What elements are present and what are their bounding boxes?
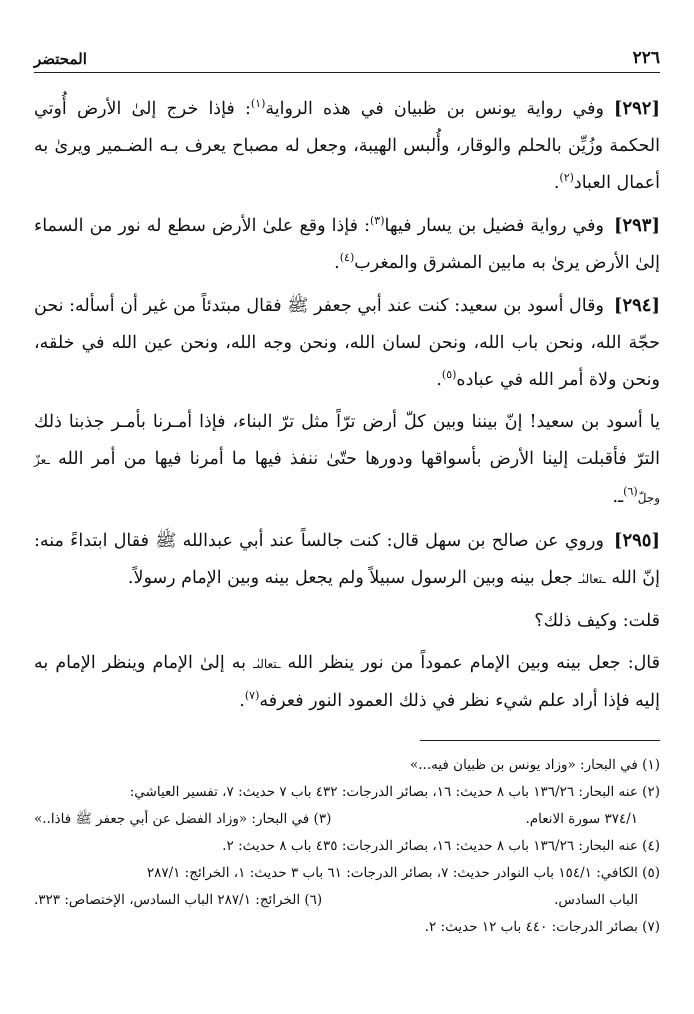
paragraph — [34, 645, 660, 720]
book-title: المحتضر — [34, 50, 87, 68]
footnote-3: (٣) في البحار: «وزاد الفضل عن أبي جعفر ﷺ فاذا..» — [34, 811, 332, 827]
footnote-divider — [420, 740, 660, 741]
paragraph-number: [٢٩٤] — [613, 295, 660, 316]
page-number: ٢٢٦ — [632, 48, 660, 68]
footnote-2: (٢) عنه البحار: ١٣٦/٢٦ باب ٨ حديث: ١٦، بصائر الدرجات: ٤٣٢ باب ٧ حديث: ٧، تفسير العياشي: — [129, 784, 660, 800]
main-text — [34, 90, 660, 725]
text-segment: به إلىٰ الإمام وينظر الإمام به إليه فإذا أراد علم شيء نظر في ذلك العمود النور فعرفه — [34, 653, 660, 711]
footnote-ref: (١) — [250, 97, 266, 111]
footnote-5: (٥) الكافي: ١٥٤/١ باب النوادر حديث: ٧، بصائر الدرجات: ٦١ باب ٣ حديث: ١، الخرائج: ٢٨٧/١ — [146, 865, 660, 881]
footnote-row-2-3 — [34, 806, 660, 833]
text-segment: وفي رواية يونس بن ظبيان في هذه الرواية — [265, 99, 604, 119]
footnote-row-5-6 — [34, 887, 660, 914]
text-segment: : فإذا خرج إلىٰ الأرض أُوتي الحكمة وزُيِّن بالحلم والوقار، وأُلبس الهيبة، وجعل له مصباح يعرف بـه الضـمير ويرىٰ به أعمال العباد — [34, 99, 660, 193]
paragraph-number: [٢٩٥] — [613, 530, 660, 551]
paragraph — [34, 522, 660, 598]
paragraph-number: [٢٩٣] — [613, 215, 661, 236]
footnote-ref: (٣) — [370, 214, 385, 228]
text-segment: . — [553, 173, 560, 193]
paragraph — [34, 287, 660, 399]
text-segment: وقال أسود بن سعيد: كنت عند أبي جعفر ﷺ فقال مبتدئاً من غير أن أسأله: نحن حجّة الله، ونحن باب الله، ونحن لسان الله، ونحن وجه الله، ونحن عين الله في خلقه، ونحن ولاة أمر الله في عباده — [34, 296, 660, 390]
footnote-ref: (٥) — [441, 368, 457, 382]
footnotes — [34, 752, 660, 941]
paragraph-number: [٢٩٢] — [613, 98, 660, 119]
honorific-text: ـعزّ وجلّ — [34, 453, 660, 505]
footnote-1: (١) في البحار: «وزاد يونس بن ظبيان فيه...» — [409, 757, 660, 773]
footnote-ref: (٦) — [623, 485, 638, 499]
paragraph — [34, 404, 660, 517]
honorific-text: ـتعالىٰـ — [578, 572, 606, 586]
text-segment: يا أسود بن سعيد! إنّ بيننا وبين كلّ أرض ترّاً مثل ترّ البناء، فإذا أمـرنا بأمـر جذبنا ذلك الترّ فأقبلت إلينا الأرض بأسواقها ودورها حتّىٰ ننفذ فيها ما أمرنا فيها من أمر الله — [34, 412, 660, 469]
text-segment: وروي عن صالح بن سهل قال: كنت جالساً عند أبي عبدالله ﷺ فقال ابتداءً منه: إنّ الله — [34, 531, 660, 588]
footnote-ref: (٧) — [244, 689, 260, 703]
footnote-ref: (٤) — [339, 251, 355, 265]
footnote-5-continuation: الباب السادس. — [554, 892, 638, 908]
text-segment: . — [436, 370, 442, 390]
text-segment: . — [239, 691, 245, 711]
paragraph — [34, 207, 660, 282]
honorific-text: ـتعالىٰـ — [253, 657, 281, 671]
text-segment: ـ. — [612, 487, 624, 507]
footnote-ref: (٢) — [559, 171, 574, 185]
text-segment: وفي رواية فضيل بن يسار فيها — [384, 216, 604, 236]
text-segment: جعل بينه وبين الرسول سبيلاً ولم يجعل بينه وبين الإمام رسولاً. — [127, 568, 579, 588]
page-header — [34, 40, 660, 73]
footnote-7: (٧) بصائر الدرجات: ٤٤٠ باب ١٢ حديث: ٢. — [424, 919, 660, 935]
footnote-2-continuation: ٣٧٤/١ سورة الانعام. — [525, 811, 638, 827]
paragraph — [34, 90, 660, 202]
text-segment: قال: جعل بينه وبين الإمام عموداً من نور ينظر الله — [280, 653, 660, 673]
text-segment: : فإذا وقع علىٰ الأرض سطع له نور من السماء إلىٰ الأرض يرىٰ به مابين المشرق والمغرب — [34, 216, 660, 273]
text-segment: . — [334, 253, 340, 273]
footnote-6: (٦) الخرائج: ٢٨٧/١ الباب السادس، الإختصاص: ٣٢٣. — [34, 892, 323, 908]
text-segment: قلت: وكيف ذلك؟ — [534, 611, 660, 631]
paragraph — [34, 603, 660, 640]
footnote-4: (٤) عنه البحار: ١٣٦/٢٦ باب ٨ حديث: ١٦، بصائر الدرجات: ٤٣٥ باب ٨ حديث: ٢. — [222, 838, 660, 854]
